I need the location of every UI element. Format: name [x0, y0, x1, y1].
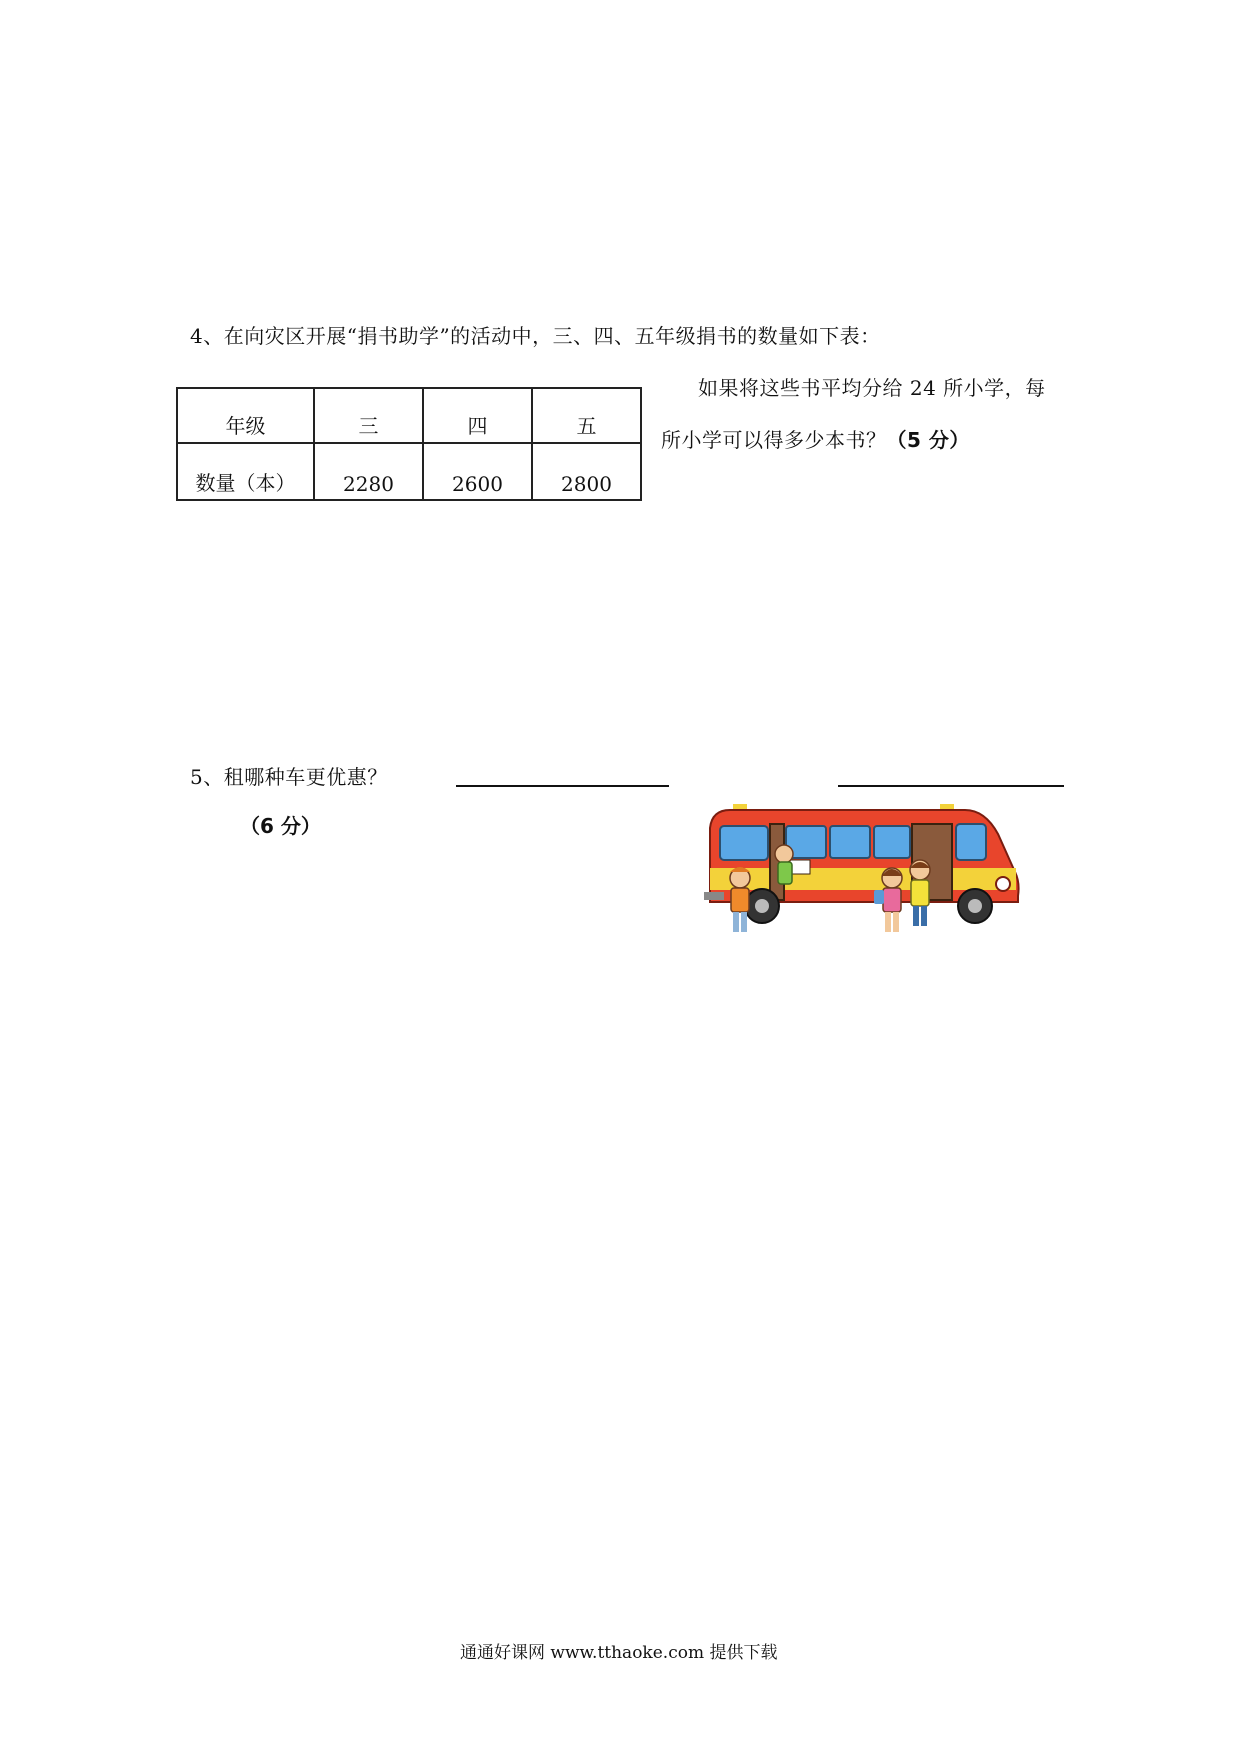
child-figure: [775, 845, 793, 884]
table-header-cell: 年级: [177, 388, 314, 443]
child-figure: [910, 860, 930, 926]
question-5-score: （6 分）: [240, 814, 321, 838]
child-figure: [730, 867, 750, 932]
table-header-cell: 三: [314, 388, 423, 443]
question-4-stem: 4、在向灾区开展“捐书助学”的活动中，三、四、五年级捐书的数量如下表：: [190, 324, 881, 348]
table-cell: 数量（本）: [177, 443, 314, 500]
question-4-prompt-line-1: 如果将这些书平均分给 24 所小学，每: [698, 376, 1046, 400]
table-row: [177, 443, 641, 500]
table-header-cell: 五: [532, 388, 641, 443]
books-donation-table: [176, 387, 642, 501]
question-4-score: （5 分）: [886, 428, 970, 452]
answer-blank-line: [838, 785, 856, 787]
table-header-row: [177, 388, 641, 443]
table-header-cell: 四: [423, 388, 532, 443]
answer-blank-line: [856, 785, 1064, 787]
bus-with-children-illustration: [700, 800, 1030, 950]
answer-blank-line: [456, 785, 574, 787]
question-4-prompt-text: 所小学可以得多少本书？: [661, 428, 887, 452]
table-cell: 2280: [314, 443, 423, 500]
table-cell: 2800: [532, 443, 641, 500]
question-5-stem: 5、租哪种车更优惠？: [190, 765, 388, 789]
question-4-prompt-line-2: [661, 424, 970, 453]
answer-blank-line: [574, 785, 669, 787]
footer-source-note: 通通好课网 www.tthaoke.com 提供下载: [460, 1643, 778, 1663]
table-cell: 2600: [423, 443, 532, 500]
